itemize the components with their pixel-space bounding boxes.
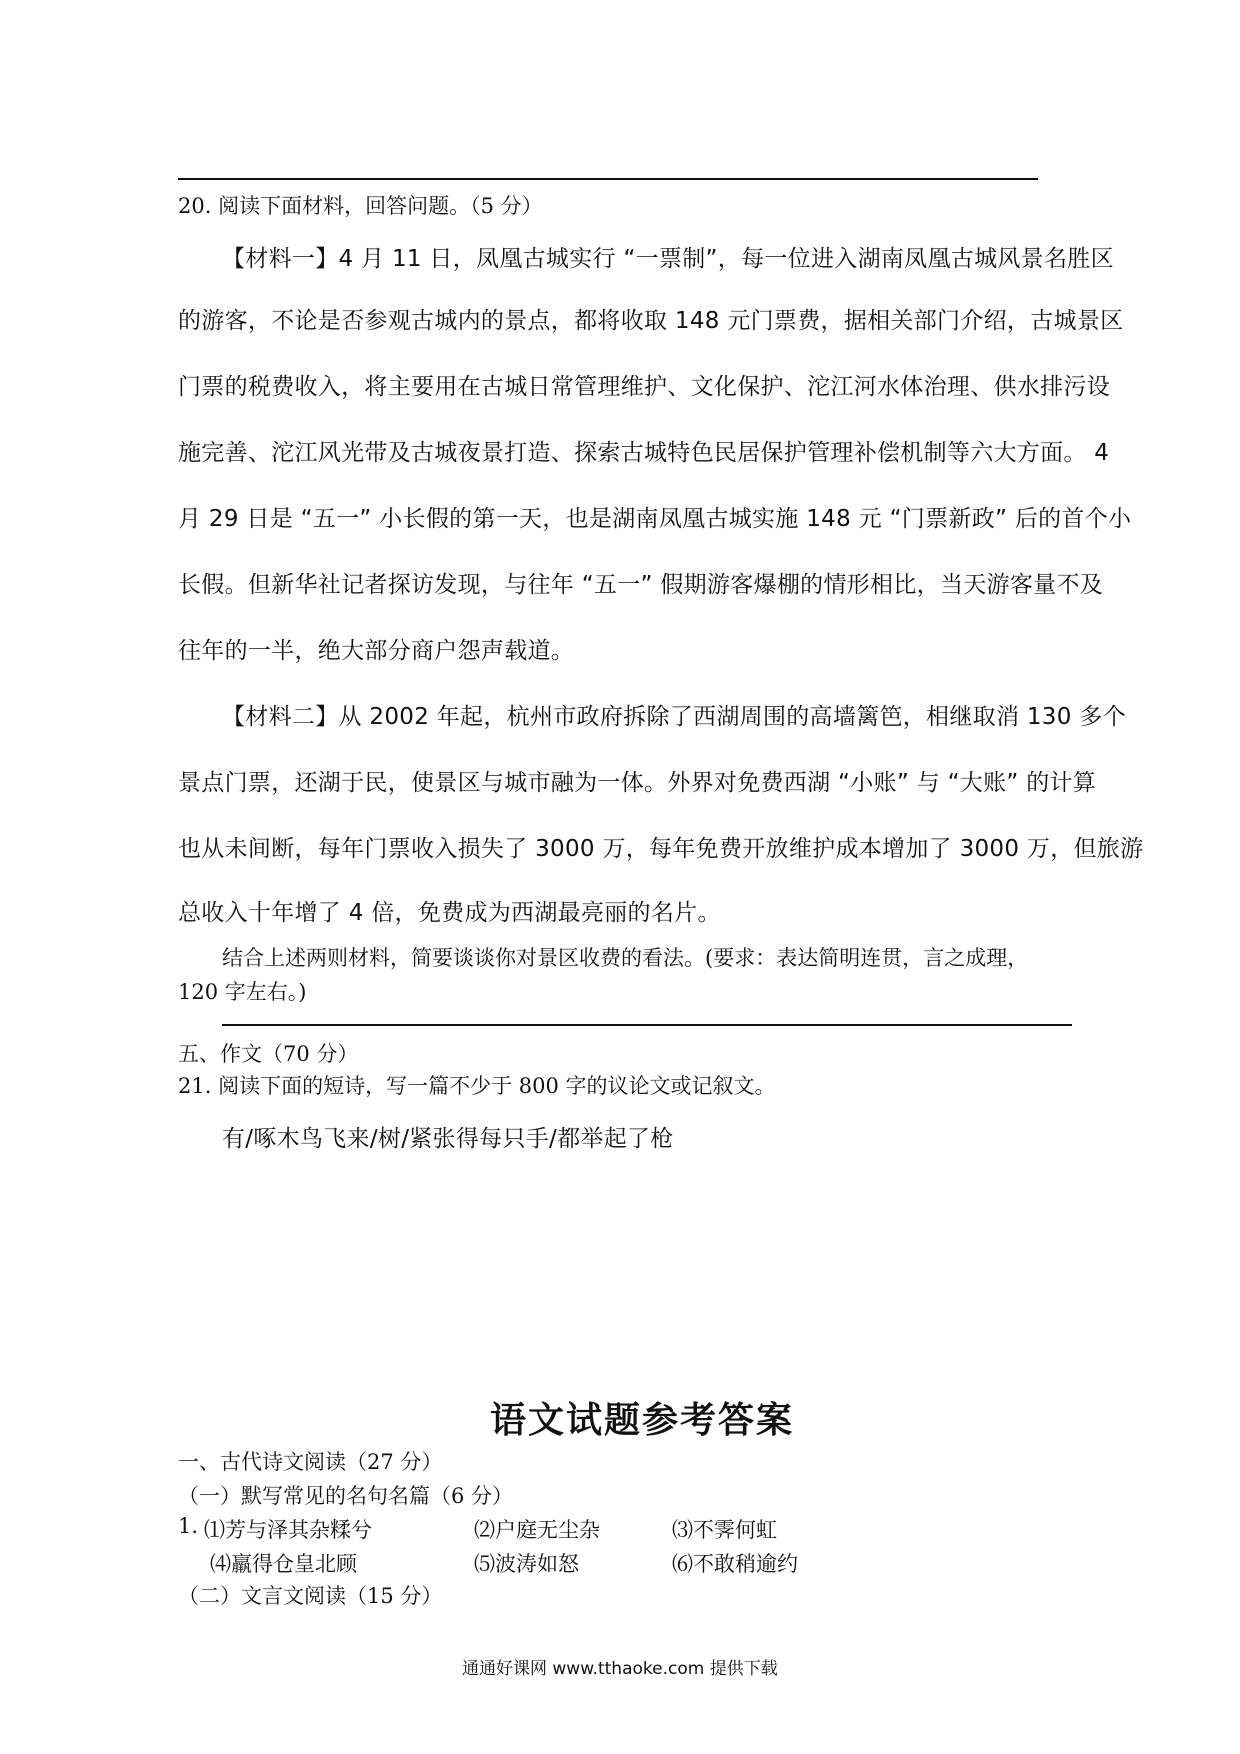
- material-one-line: 门票的税费收入，将主要用在古城日常管理维护、文化保护、沱江河水体治理、供水排污设: [178, 374, 1110, 400]
- section-divider: [222, 1024, 1072, 1026]
- answer-cell: ⑴芳与泽其杂糅兮: [204, 1518, 372, 1542]
- material-two-line: 景点门票，还湖于民，使景区与城市融为一体。外界对免费西湖 “小账” 与 “大账” 的计算: [178, 770, 1097, 796]
- answers-subpart-2: （二）文言文阅读（15 分）: [178, 1584, 443, 1608]
- answer-cell: ⑸波涛如怒: [474, 1552, 579, 1576]
- answer-cell: ⑵户庭无尘杂: [474, 1518, 600, 1542]
- material-one-line: 【材料一】4 月 11 日，凤凰古城实行 “一票制”，每一位进入湖南凤凰古城风景名胜区: [222, 246, 1114, 272]
- answer-cell: ⑷羸得仓皇北顾: [210, 1552, 357, 1576]
- material-one-line: 月 29 日是 “五一” 小长假的第一天，也是湖南凤凰古城实施 148 元 “门票新政” 后的首个小: [178, 506, 1132, 532]
- material-one-line: 往年的一半，绝大部分商户怨声载道。: [178, 638, 575, 664]
- material-one-line: 的游客，不论是否参观古城内的景点，都将收取 148 元门票费，据相关部门介绍，古城景区: [178, 308, 1124, 334]
- top-divider: [178, 178, 1038, 180]
- material-two-line: 【材料二】从 2002 年起，杭州市政府拆除了西湖周围的高墙篱笆，相继取消 130 多个: [222, 704, 1126, 730]
- page-footer: 通通好课网 www.tthaoke.com 提供下载: [462, 1659, 778, 1679]
- material-one-line: 施完善、沱江风光带及古城夜景打造、探索古城特色民居保护管理补偿机制等六大方面。 4: [178, 440, 1110, 466]
- answers-title: 语文试题参考答案: [490, 1399, 795, 1441]
- question-20-heading: 20. 阅读下面材料，回答问题。（5 分）: [178, 194, 543, 218]
- answers-part-1: 一、古代诗文阅读（27 分）: [178, 1450, 443, 1474]
- material-two-line: 总收入十年增了 4 倍，免费成为西湖最亮丽的名片。: [178, 900, 721, 926]
- question-20-task: 结合上述两则材料，简要谈谈你对景区收费的看法。(要求：表达简明连贯，言之成理，: [222, 946, 1029, 970]
- answers-subpart-1: （一）默写常见的名句名篇（6 分）: [178, 1484, 514, 1508]
- item-number: 1.: [178, 1514, 199, 1538]
- material-two-line: 也从未间断，每年门票收入损失了 3000 万，每年免费开放维护成本增加了 3000 万，但旅游: [178, 836, 1144, 862]
- material-one-line: 长假。但新华社记者探访发现，与往年 “五一” 假期游客爆棚的情形相比，当天游客量不及: [178, 572, 1104, 598]
- section-5-heading: 五、作文（70 分）: [178, 1042, 359, 1066]
- poem: 有/啄木鸟飞来/树/紧张得每只手/都举起了枪: [222, 1126, 674, 1152]
- question-21: 21. 阅读下面的短诗，写一篇不少于 800 字的议论文或记叙文。: [178, 1074, 776, 1098]
- answer-cell: ⑶不霁何虹: [672, 1518, 777, 1542]
- question-20-task: 120 字左右。): [178, 980, 307, 1004]
- answer-cell: ⑹不敢稍逾约: [672, 1552, 798, 1576]
